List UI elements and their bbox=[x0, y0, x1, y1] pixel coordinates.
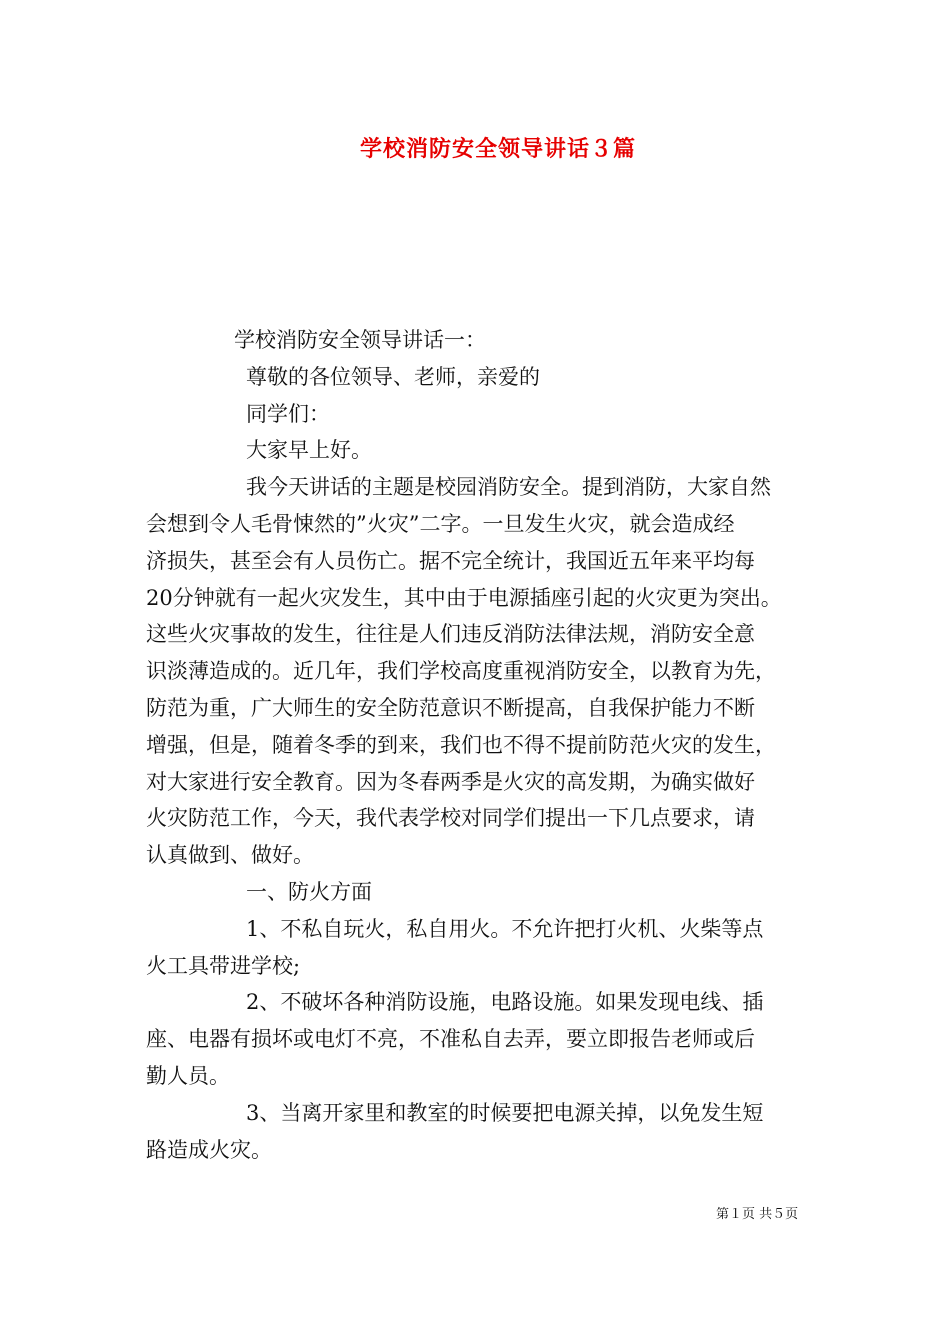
paragraph-line: 认真做到、做好。 bbox=[146, 843, 314, 868]
section-heading: 一、防火方面 bbox=[246, 879, 372, 904]
document-body bbox=[146, 322, 818, 1168]
greeting-line: 大家早上好。 bbox=[246, 438, 372, 463]
greeting-line: 同学们： bbox=[246, 401, 330, 426]
paragraph-line: 会想到令人毛骨悚然的”火灾”二字。一旦发生火灾，就会造成经 bbox=[146, 511, 735, 536]
page-number-footer: 第１页 共５页 bbox=[716, 1207, 799, 1222]
paragraph-line: 济损失，甚至会有人员伤亡。据不完全统计，我国近五年来平均每 bbox=[146, 548, 755, 573]
paragraph-line: 对大家进行安全教育。因为冬春两季是火灾的高发期，为确实做好 bbox=[146, 769, 755, 794]
list-item-line: 3、当离开家里和教室的时候要把电源关掉，以免发生短 bbox=[246, 1100, 764, 1125]
speech-heading: 学校消防安全领导讲话一： bbox=[234, 328, 486, 352]
list-item-line: 1、不私自玩火，私自用火。不允许把打火机、火柴等点 bbox=[246, 916, 764, 941]
paragraph-line: 这些火灾事故的发生，往往是人们违反消防法律法规，消防安全意 bbox=[146, 622, 755, 647]
paragraph-line: 我今天讲话的主题是校园消防安全。提到消防，大家自然 bbox=[246, 475, 771, 500]
paragraph-line: 火灾防范工作，今天，我代表学校对同学们提出一下几点要求，请 bbox=[146, 806, 755, 831]
paragraph-line: 增强，但是，随着冬季的到来，我们也不得不提前防范火灾的发生， bbox=[146, 732, 776, 757]
paragraph-line: 20分钟就有一起火灾发生，其中由于电源插座引起的火灾更为突出。 bbox=[146, 585, 782, 610]
greeting-line: 尊敬的各位领导、老师，亲爱的 bbox=[246, 364, 540, 389]
list-item-line: 路造成火灾。 bbox=[146, 1137, 272, 1162]
document-title: 学校消防安全领导讲话３篇 bbox=[360, 136, 637, 162]
list-item-line: 火工具带进学校; bbox=[146, 953, 301, 978]
list-item-line: 勤人员。 bbox=[146, 1063, 230, 1088]
list-item-line: 2、不破坏各种消防设施，电路设施。如果发现电线、插 bbox=[246, 990, 764, 1015]
paragraph-line: 识淡薄造成的。近几年，我们学校高度重视消防安全，以教育为先， bbox=[146, 659, 776, 684]
list-item-line: 座、电器有损坏或电灯不亮，不准私自去弄，要立即报告老师或后 bbox=[146, 1027, 755, 1052]
paragraph-line: 防范为重，广大师生的安全防范意识不断提高，自我保护能力不断 bbox=[146, 695, 755, 720]
